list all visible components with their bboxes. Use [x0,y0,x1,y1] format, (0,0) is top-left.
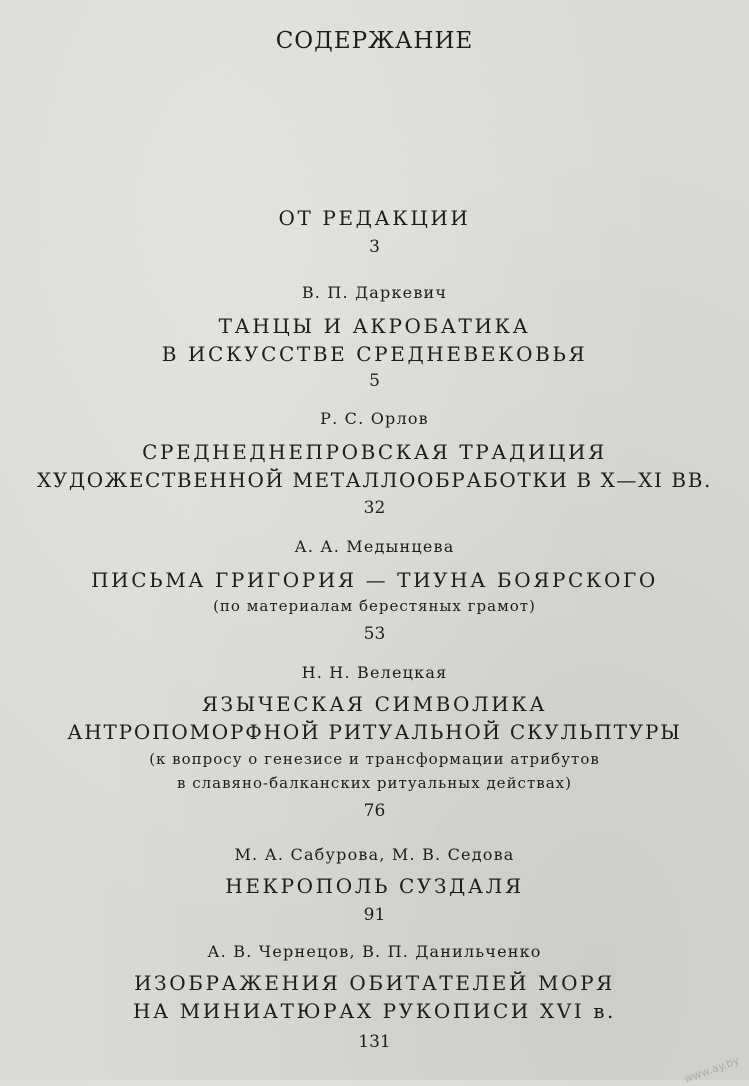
entry-subtitle-line: (к вопросу о генезисе и трансформации атрибутов [149,750,600,768]
entry-heading-line: ПИСЬМА ГРИГОРИЯ — ТИУНА БОЯРСКОГО [91,568,658,592]
entry-heading-line: НЕКРОПОЛЬ СУЗДАЛЯ [225,874,524,898]
watermark: www.ay.by [681,1053,741,1086]
entry-author: А. В. Чернецов, В. П. Данильченко [207,942,542,961]
entry-heading-line: ХУДОЖЕСТВЕННОЙ МЕТАЛЛООБРАБОТКИ В X—XI ВВ. [37,468,712,492]
entry-author: А. А. Медынцева [294,537,455,556]
entry-subtitle-line: в славяно-балканских ритуальных действах) [177,774,572,792]
entry-page-number: 131 [358,1032,391,1052]
entry-heading-line: ОТ РЕДАКЦИИ [278,206,471,230]
entry-page-number: 76 [363,801,386,821]
entry-author: Н. Н. Велецкая [301,663,448,682]
entry-heading-line: СРЕДНЕДНЕПРОВСКАЯ ТРАДИЦИЯ [142,440,607,464]
entry-author: М. А. Сабурова, М. В. Седова [234,845,515,864]
entry-page-number: 5 [369,371,380,391]
entry-heading-line: ИЗОБРАЖЕНИЯ ОБИТАТЕЛЕЙ МОРЯ [134,971,615,995]
entry-author: В. П. Даркевич [301,283,448,302]
entry-heading-line: АНТРОПОМОРФНОЙ РИТУАЛЬНОЙ СКУЛЬПТУРЫ [67,720,682,744]
entry-page-number: 91 [363,905,386,925]
entry-heading-line: В ИСКУССТВЕ СРЕДНЕВЕКОВЬЯ [161,342,588,366]
entry-author: Р. С. Орлов [320,409,429,428]
entry-page-number: 32 [363,498,386,518]
entry-heading-line: ТАНЦЫ И АКРОБАТИКА [218,314,531,338]
entry-heading-line: ЯЗЫЧЕСКАЯ СИМВОЛИКА [201,692,548,716]
entry-page-number: 3 [369,237,380,257]
entry-heading-line: НА МИНИАТЮРАХ РУКОПИСИ XVI в. [132,999,617,1023]
entry-page-number: 53 [363,624,386,644]
page-title: СОДЕРЖАНИЕ [275,28,474,54]
entry-subtitle-line: (по материалам берестяных грамот) [213,597,536,615]
